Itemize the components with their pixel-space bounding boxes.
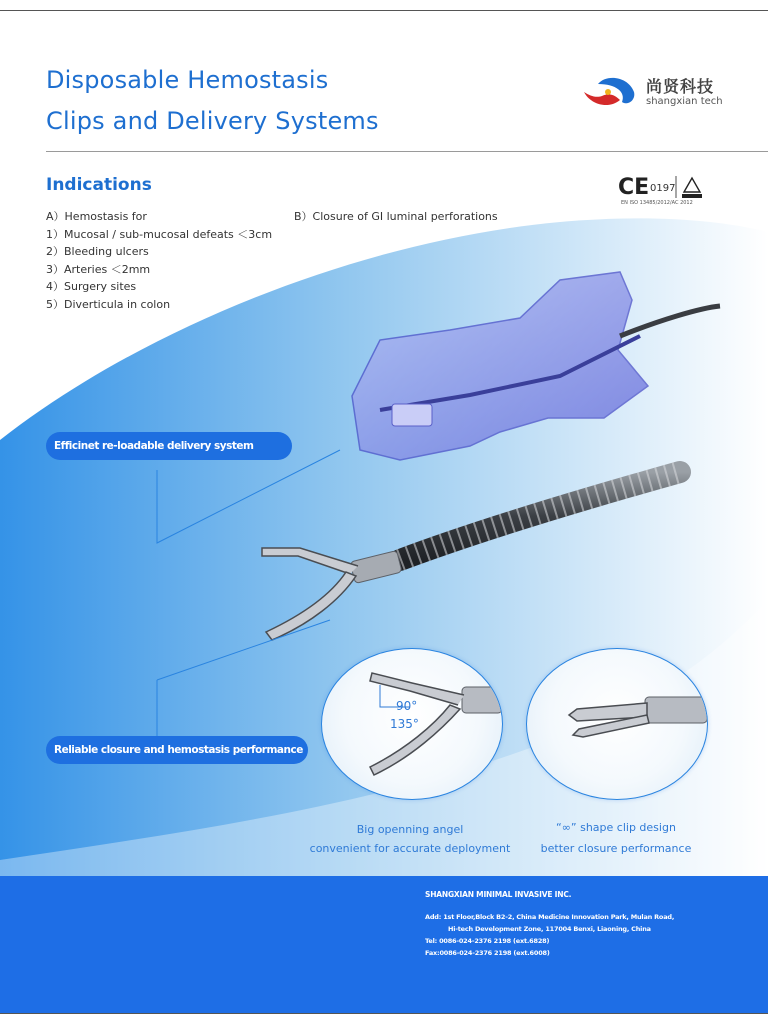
angle-label-135: 135° (390, 717, 419, 731)
title-divider (46, 151, 768, 152)
iso-standard: EN ISO 13485/2012/AC 2012 (621, 200, 693, 206)
footer-address-line2: Hi-tech Development Zone, 117004 Benxi, Liaoning, China (448, 925, 651, 933)
caption-right-line1: “∞” shape clip design (556, 821, 676, 834)
caption-left-line2: convenient for accurate deployment (309, 842, 511, 855)
indication-group-a: A）Hemostasis for (46, 210, 147, 223)
indications-heading: Indications (46, 175, 152, 195)
indication-item: 2）Bleeding ulcers (46, 245, 149, 258)
indication-item: 3）Arteries ＜2mm (46, 263, 151, 276)
callout-delivery-system: Efficinet re-loadable delivery system (46, 432, 292, 460)
indication-group-b: B）Closure of GI luminal perforations (294, 210, 498, 223)
detail-circle-opening-angle (321, 648, 503, 800)
indication-item: 4）Surgery sites (46, 280, 137, 293)
clip-closed-illustration (527, 649, 707, 799)
ce-number: 0197 (650, 183, 676, 194)
indication-item: 1）Mucosal / sub-mucosal defeats ＜3cm (46, 228, 273, 241)
caption-left-line1: Big openning angel (356, 823, 464, 836)
footer-fax: Fax:0086-024-2376 2198 (ext.6008) (425, 949, 550, 957)
svg-text:CE: CE (618, 175, 650, 200)
callout-closure-performance: Reliable closure and hemostasis performance (46, 736, 308, 764)
logo-english-text: shangxian tech (646, 96, 723, 107)
page-title-line2: Clips and Delivery Systems (46, 107, 379, 135)
footer-band (0, 876, 768, 1013)
footer-address-line1: Add: 1st Floor,Block B2-2, China Medicine Innovation Park, Mulan Road, (425, 913, 675, 921)
detail-circle-clip-shape (526, 648, 708, 800)
footer-tel: Tel: 0086-024-2376 2198 (ext.6828) (425, 937, 550, 945)
footer-company: SHANGXIAN MINIMAL INVASIVE INC. (425, 890, 572, 899)
caption-right-line2: better closure performance (540, 842, 692, 855)
page-title-line1: Disposable Hemostasis (46, 66, 329, 94)
bottom-rule (0, 1013, 768, 1014)
indication-item: 5）Diverticula in colon (46, 298, 171, 311)
logo-chinese-text: 尚贤科技 (646, 77, 715, 96)
angle-label-90: 90° (396, 699, 418, 713)
